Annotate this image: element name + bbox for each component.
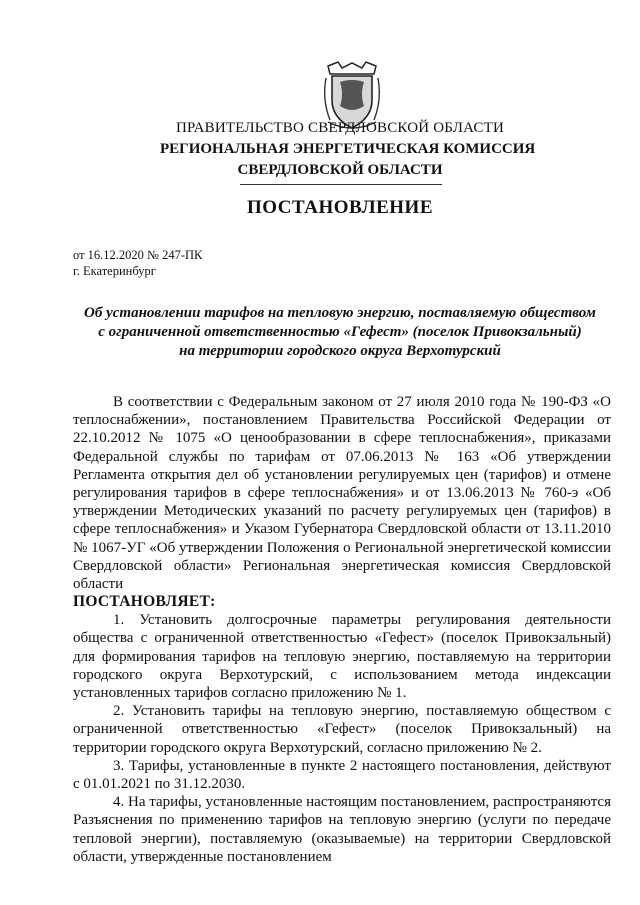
preamble-paragraph: В соответствии с Федеральным законом от 27 июля 2010 года № 190-ФЗ «О теплоснабжении», постановлением Правительства Российской Федерации от 22.10.2012 № 1075 «О ценообразовании в сфере теплоснабжения», приказами Федеральной службы по тарифам от 07.06.2013 № 163 «Об утверждении Регламента открытия дел об установлении регулируемых цен (тарифов) и отмене регулирования тарифов в сфере теплоснабжения» и от 13.06.2013 № 760-э «Об утверждении Методических указаний по расчету регулируемых цен (тарифов) в сфере теплоснабжения» и Указом Губернатора Свердловской области от 13.11.2010 № 1067-УГ «Об утверждении Положения о Региональной энергетической комиссии Свердловской области» Региональная энергетическая комиссия Свердловской области [73,394,611,593]
document-body [73,393,611,866]
header-divider [240,184,442,185]
document-city: г. Екатеринбург [73,264,156,278]
resolves-heading: ПОСТАНОВЛЯЕТ: [73,593,216,611]
clause-paragraph: 4. На тарифы, установленные настоящим постановлением, распространяются Разъяснения по применению тарифов на тепловую энергию (услуги по передаче тепловой энергии), поставляемую (оказываемые) на территории Свердловской области, утвержденные постановлением [73,794,611,865]
subject-line: с ограниченной ответственностью «Гефест» (поселок Привокзальный) [98,324,582,340]
clause-paragraph: 2. Установить тарифы на тепловую энергию, поставляемую обществом с ограниченной ответственностью «Гефест» (поселок Привокзальный) на территории городского округа Верхотурский, согласно приложению № 2. [73,703,611,756]
government-name: ПРАВИТЕЛЬСТВО СВЕРДЛОВСКОЙ ОБЛАСТИ [175,120,505,136]
document-date-number: от 16.12.2020 № 247-ПК [73,248,203,262]
commission-name: РЕГИОНАЛЬНАЯ ЭНЕРГЕТИЧЕСКАЯ КОМИССИЯ [160,141,536,157]
document-subject [70,304,610,361]
clause-paragraph: 3. Тарифы, установленные в пункте 2 настоящего постановления, действуют с 01.01.2021 по 31.12.2030. [73,757,611,793]
clause-paragraph: 1. Установить долгосрочные параметры регулирования деятельности общества с ограниченной ответственностью «Гефест» (поселок Привокзальный) для формирования тарифов на тепловую энергию, поставляемую на территории городского округа Верхотурский, с использованием метода индексации установленных тарифов согласно приложению № 1. [73,612,611,702]
region-name: СВЕРДЛОВСКОЙ ОБЛАСТИ [237,162,443,178]
subject-line: на территории городского округа Верхотурский [179,343,501,359]
document-title: ПОСТАНОВЛЕНИЕ [246,197,434,218]
subject-line: Об установлении тарифов на тепловую энергию, поставляемую обществом [84,305,596,321]
